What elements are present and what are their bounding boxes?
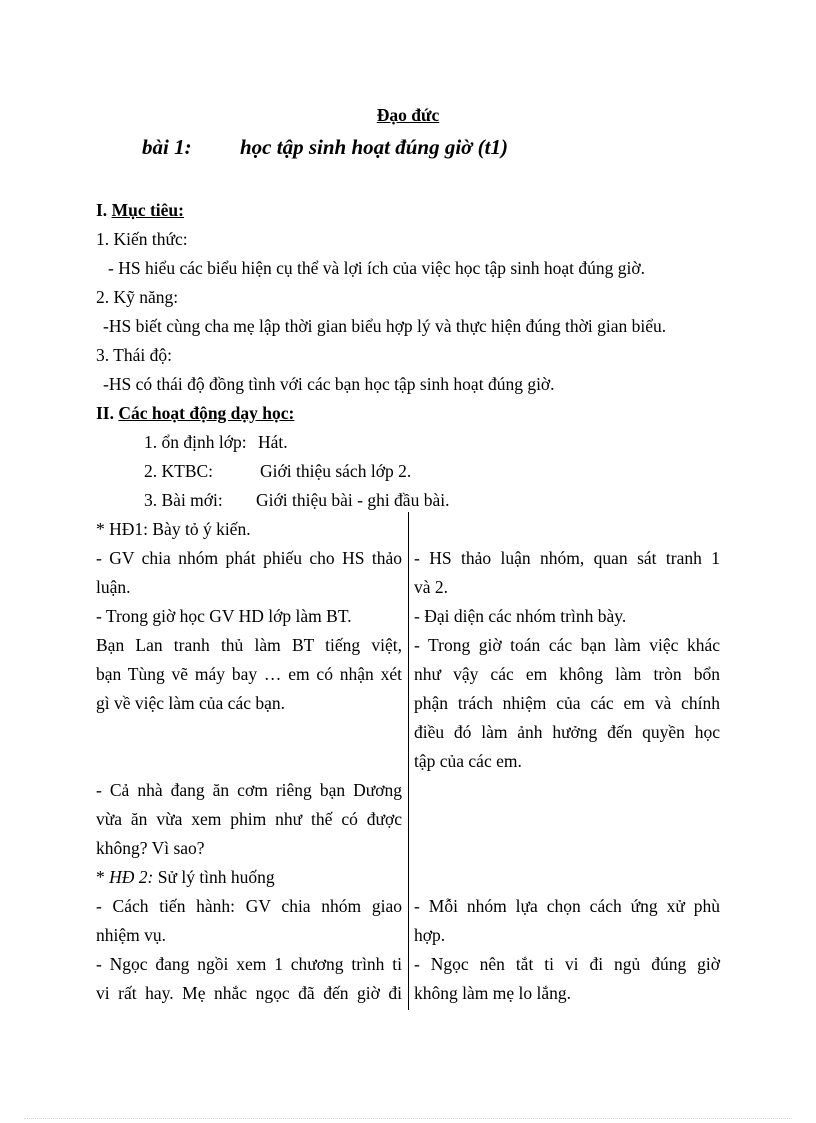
left-line: vi rất hay. Mẹ nhắc ngọc đã đến giờ đi [96, 983, 402, 1003]
left-line: - Trong giờ học GV HD lớp làm BT. [96, 606, 352, 626]
section1-heading [96, 199, 184, 221]
step-1-text: Hát. [258, 432, 288, 452]
objective-attitude-text: -HS có thái độ đồng tình với các bạn học tập sinh hoạt đúng giờ. [103, 374, 555, 394]
left-line: không? Vì sao? [96, 838, 205, 858]
objective-knowledge-text: - HS hiểu các biểu hiện cụ thể và lợi ích của việc học tập sinh hoạt đúng giờ. [108, 258, 646, 278]
left-line: gì về việc làm của các bạn. [96, 693, 285, 713]
right-line: không làm mẹ lo lắng. [414, 983, 571, 1003]
objective-knowledge-label: 1. Kiến thức: [96, 229, 188, 249]
left-line: nhiệm vụ. [96, 925, 166, 945]
objective-skills-text: -HS biết cùng cha mẹ lập thời gian biểu hợp lý và thực hiện đúng thời gian biểu. [103, 316, 667, 336]
right-line: - Đại diện các nhóm trình bày. [414, 606, 627, 626]
column-divider [408, 512, 409, 1010]
left-line: - Cách tiến hành: GV chia nhóm giao [96, 896, 402, 916]
page-bottom-rule [24, 1118, 792, 1119]
section1-title: Mục tiêu: [111, 200, 184, 220]
hd2-rest: Sử lý tình huống [153, 867, 275, 887]
lesson-number: bài 1: [142, 135, 192, 159]
right-line: - Mỗi nhóm lựa chọn cách ứng xử phù [414, 896, 720, 916]
section2-roman: II. [96, 403, 114, 423]
right-line: như vậy các em không làm tròn bổn [414, 664, 720, 684]
objective-attitude-label: 3. Thái độ: [96, 345, 172, 365]
left-line: bạn Tùng vẽ máy bay … em có nhận xét [96, 664, 402, 684]
subject-title: Đạo đức [376, 105, 440, 125]
section2-heading [96, 402, 294, 424]
section2-title: Các hoạt động dạy học: [118, 403, 295, 423]
step-2-text: Giới thiệu sách lớp 2. [260, 461, 412, 481]
hd2-prefix: * [96, 867, 110, 887]
step-2-label: 2. KTBC: [144, 461, 214, 481]
right-line: hợp. [414, 925, 446, 945]
right-line: và 2. [414, 577, 449, 597]
right-line: tập của các em. [414, 751, 522, 771]
left-line: vừa ăn vừa xem phim như thế có được [96, 809, 402, 829]
step-3-text: Giới thiệu bài - ghi đầu bài. [256, 490, 450, 510]
lesson-title: học tập sinh hoạt đúng giờ (t1) [240, 135, 508, 159]
left-line: - GV chia nhóm phát phiếu cho HS thảo [96, 548, 402, 568]
section1-roman: I. [96, 200, 108, 220]
objective-skills-label: 2. Kỹ năng: [96, 287, 179, 307]
right-line: - Trong giờ toán các bạn làm việc khác [414, 635, 720, 655]
right-line: phận trách nhiệm của các em và chính [414, 693, 720, 713]
right-line: - Ngọc nên tắt ti vi đi ngủ đúng giờ [414, 954, 720, 974]
right-line: - HS thảo luận nhóm, quan sát tranh 1 [414, 548, 720, 568]
left-line: - Ngọc đang ngồi xem 1 chương trình ti [96, 954, 402, 974]
step-1-label: 1. ổn định lớp: [144, 432, 247, 452]
hd2-title [96, 866, 275, 888]
hd1-title: * HĐ1: Bày tỏ ý kiến. [96, 519, 251, 539]
left-line: - Cả nhà đang ăn cơm riêng bạn Dương [96, 780, 402, 800]
left-line: Bạn Lan tranh thủ làm BT tiếng việt, [96, 635, 402, 655]
left-line: luận. [96, 577, 131, 597]
step-3-label: 3. Bài mới: [144, 490, 223, 510]
hd2-label: HĐ 2: [109, 867, 154, 887]
right-line: điều đó làm ảnh hưởng đến quyền học [414, 722, 720, 742]
